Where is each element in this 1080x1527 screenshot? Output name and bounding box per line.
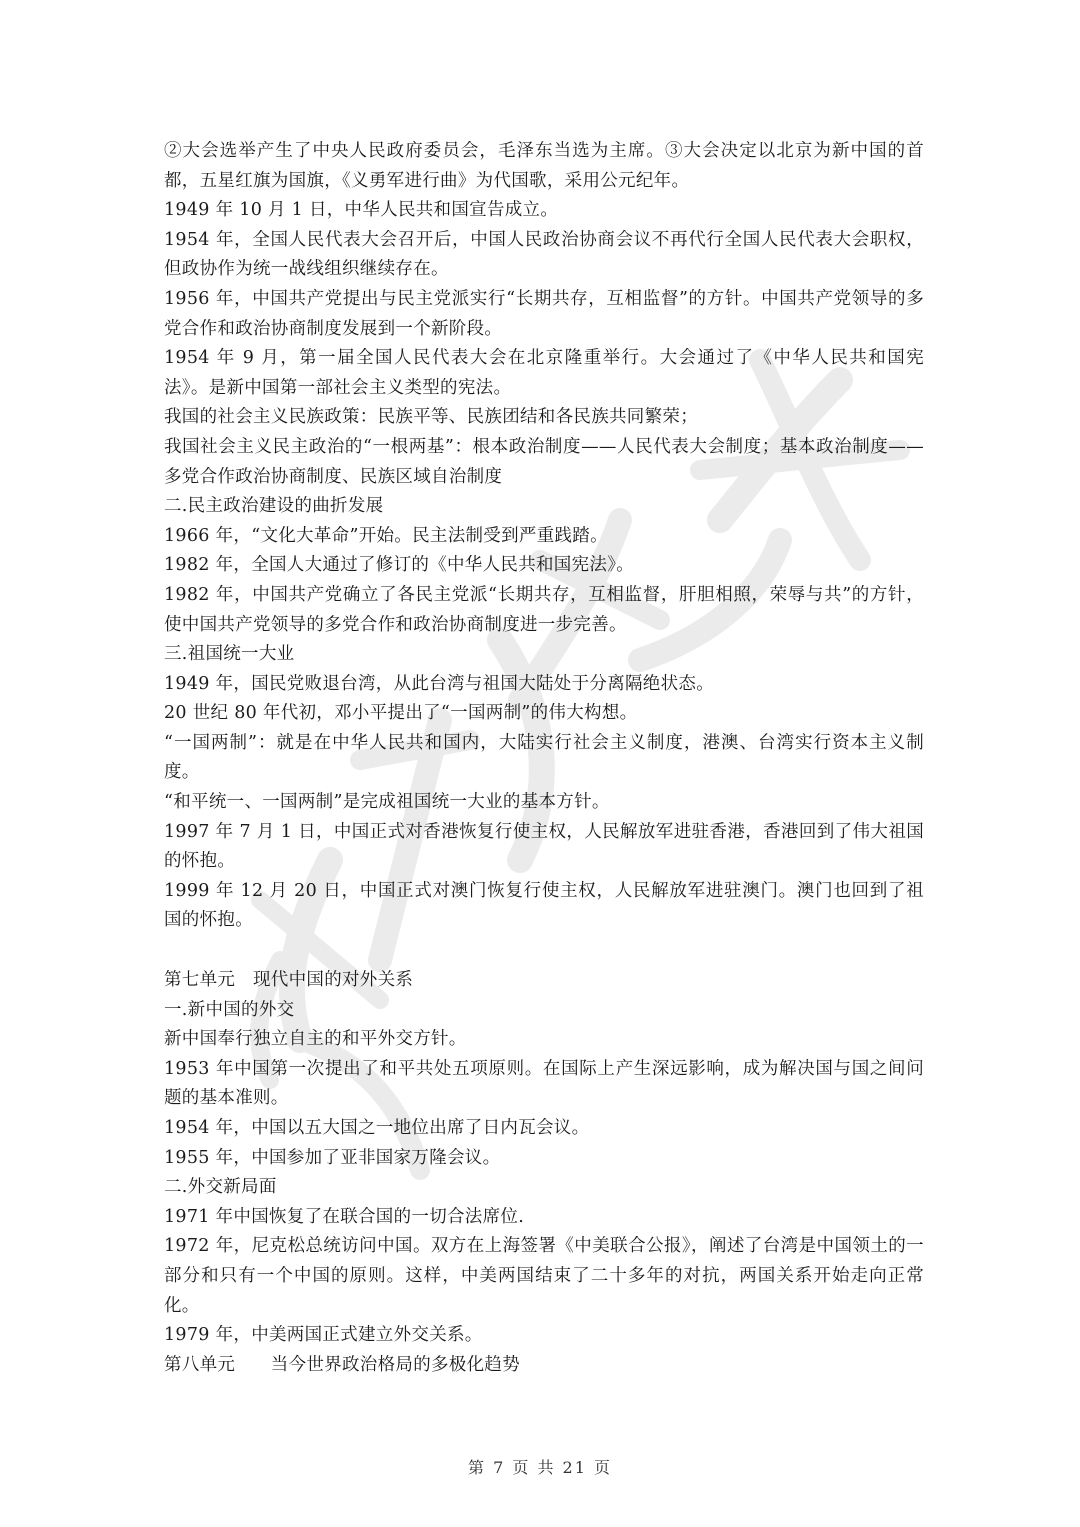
paragraph: 1982 年，中国共产党确立了各民主党派“长期共存，互相监督，肝胆相照，荣辱与共”的方针，使中国共产党领导的多党合作和政治协商制度进一步完善。 [164,584,924,635]
paragraph: ②大会选举产生了中央人民政府委员会，毛泽东当选为主席。③大会决定以北京为新中国的首都，五星红旗为国旗，《义勇军进行曲》为代国歌，采用公元纪年。 [164,141,924,191]
page-footer: 第 7 页 共 21 页 [468,1458,612,1477]
paragraph: 1979 年，中美两国正式建立外交关系。 [164,1325,483,1346]
paragraph: 1966 年，“文化大革命”开始。民主法制受到严重践踏。 [164,525,608,546]
section-heading: 三.祖国统一大业 [164,644,295,665]
paragraph: 1954 年，全国人民代表大会召开后，中国人民政治协商会议不再代行全国人民代表大会职权，但政协作为统一战线组织继续存在。 [164,229,924,280]
paragraph: 1953 年中国第一次提出了和平共处五项原则。在国际上产生深远影响，成为解决国与国之间问题的基本准则。 [164,1058,924,1109]
document-body [164,137,924,1380]
paragraph: 1971 年中国恢复了在联合国的一切合法席位. [164,1206,525,1227]
section-heading: 二.民主政治建设的曲折发展 [164,496,384,517]
paragraph: 1997 年 7 月 1 日，中国正式对香港恢复行使主权，人民解放军进驻香港，香港回到了伟大祖国的怀抱。 [164,821,924,872]
paragraph: 1954 年 9 月，第一届全国人民代表大会在北京隆重举行。大会通过了《中华人民共和国宪法》。是新中国第一部社会主义类型的宪法。 [164,348,924,398]
paragraph: 1949 年，国民党败退台湾，从此台湾与祖国大陆处于分离隔绝状态。 [164,673,714,694]
unit-heading: 第七单元 现代中国的对外关系 [164,970,414,991]
paragraph: 1955 年，中国参加了亚非国家万隆会议。 [164,1147,501,1168]
paragraph: 1954 年，中国以五大国之一地位出席了日内瓦会议。 [164,1118,590,1138]
paragraph: 1949 年 10 月 1 日，中华人民共和国宣告成立。 [164,200,559,221]
paragraph: “一国两制”：就是在中华人民共和国内，大陆实行社会主义制度，港澳、台湾实行资本主义制度。 [164,732,924,783]
paragraph: 1999 年 12 月 20 日，中国正式对澳门恢复行使主权，人民解放军进驻澳门。澳门也回到了祖国的怀抱。 [164,880,924,931]
paragraph: 我国的社会主义民族政策：民族平等、民族团结和各民族共同繁荣； [164,407,698,428]
paragraph: “和平统一、一国两制”是完成祖国统一大业的基本方针。 [164,792,610,813]
paragraph: 1972 年，尼克松总统访问中国。双方在上海签署《中美联合公报》，阐述了台湾是中国领土的一部分和只有一个中国的原则。这样，中美两国结束了二十多年的对抗，两国关系开始走向正常化。 [164,1236,924,1316]
paragraph: 我国社会主义民主政治的“一根两基”：根本政治制度——人民代表大会制度；基本政治制度——多党合作政治协商制度、民族区域自治制度 [164,436,924,487]
paragraph: 1982 年，全国人大通过了修订的《中华人民共和国宪法》。 [164,555,635,576]
paragraph: 新中国奉行独立自主的和平外交方针。 [164,1029,467,1050]
section-heading: 二.外交新局面 [164,1177,277,1198]
unit-heading: 第八单元 当今世界政治格局的多极化趋势 [164,1354,520,1375]
paragraph: 20 世纪 80 年代初，邓小平提出了“一国两制”的伟大构想。 [164,703,638,724]
paragraph: 1956 年，中国共产党提出与民主党派实行“长期共存，互相监督”的方针。中国共产党领导的多党合作和政治协商制度发展到一个新阶段。 [164,288,924,339]
section-heading: 一.新中国的外交 [164,999,295,1020]
